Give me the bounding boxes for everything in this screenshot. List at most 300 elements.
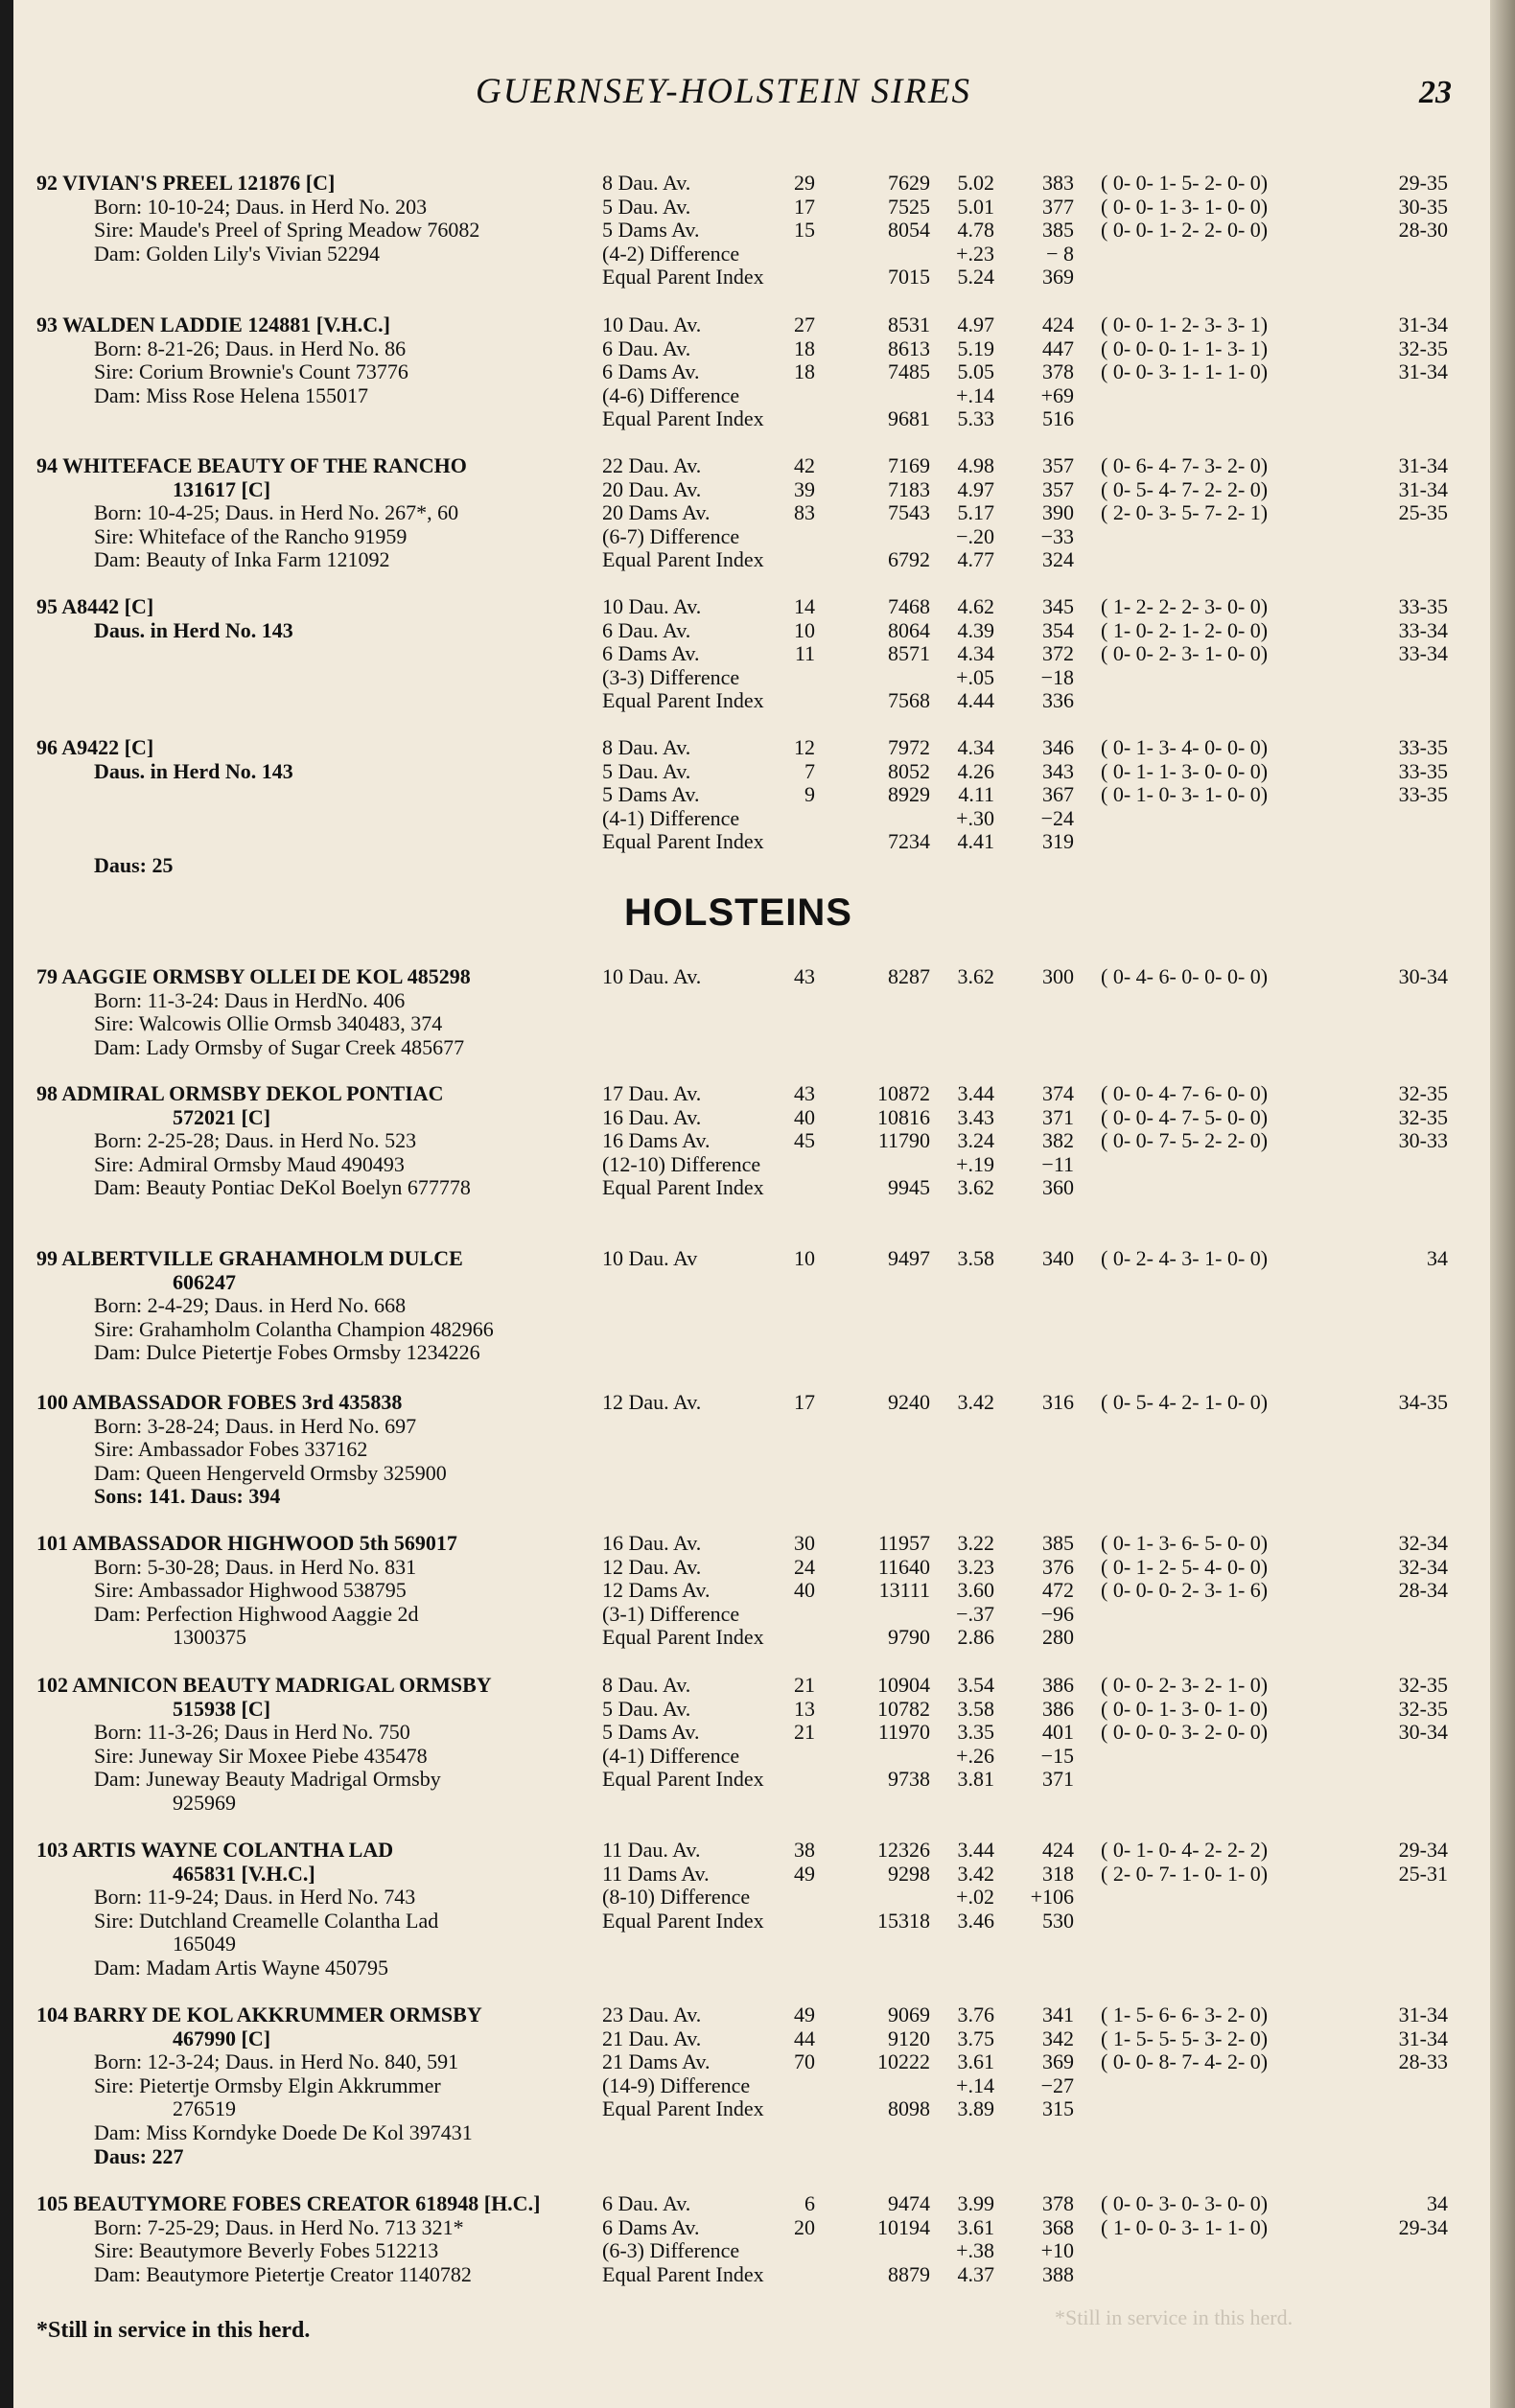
milk-lbs: 9790 — [888, 1625, 930, 1650]
milk-lbs: 7543 — [888, 500, 930, 525]
stat-row — [0, 1246, 1496, 1270]
years: 34 — [1427, 2191, 1448, 2215]
sire-name: 100 AMBASSADOR FOBES 3rd 435838 — [36, 1390, 403, 1414]
row-label: 5 Dams Av. — [602, 218, 700, 243]
stat-row — [0, 1720, 1496, 1744]
fat-test: 3.35 — [957, 1720, 994, 1745]
record-count: 70 — [794, 2049, 815, 2074]
row-label: Equal Parent Index — [602, 829, 764, 854]
sire-detail: Dam: Dulce Pietertje Fobes Ormsby 1234226 — [94, 1340, 480, 1365]
milk-lbs: 8613 — [888, 336, 930, 360]
record-count: 18 — [794, 336, 815, 360]
distribution: ( 0- 0- 1- 2- 3- 3- 1) — [1101, 313, 1269, 336]
years: 33-35 — [1398, 735, 1448, 759]
milk-lbs: 8052 — [888, 758, 930, 783]
fat-lbs: 315 — [1042, 2096, 1074, 2121]
distribution: ( 0- 0- 1- 2- 2- 0- 0) — [1101, 218, 1269, 243]
distribution: ( 0- 0- 1- 3- 1- 0- 0) — [1101, 194, 1269, 219]
record-count: 14 — [794, 594, 815, 618]
stat-row — [0, 500, 1496, 524]
fat-lbs: 369 — [1042, 2049, 1074, 2074]
milk-lbs: 8064 — [888, 617, 930, 642]
row-label: 5 Dau. Av. — [602, 1696, 691, 1721]
fat-lbs: 340 — [1042, 1246, 1074, 1270]
milk-lbs: 12326 — [877, 1838, 930, 1862]
record-count: 17 — [794, 194, 815, 219]
stat-row — [0, 313, 1496, 336]
sire-detail: Born: 5-30-28; Daus. in Herd No. 831 — [94, 1554, 417, 1579]
fat-test: 3.42 — [957, 1390, 994, 1414]
distribution: ( 2- 0- 3- 5- 7- 2- 1) — [1101, 500, 1269, 525]
sire-name: 103 ARTIS WAYNE COLANTHA LAD — [36, 1838, 394, 1862]
stat-row — [0, 1531, 1496, 1555]
fat-lbs: 372 — [1042, 641, 1074, 666]
years: 30-34 — [1398, 1720, 1448, 1745]
fat-test: 4.78 — [957, 218, 994, 243]
sire-name: 131617 [C] — [173, 476, 271, 501]
fat-lbs: 371 — [1042, 1767, 1074, 1792]
fat-lbs: 318 — [1042, 1861, 1074, 1886]
milk-lbs: 10816 — [877, 1104, 930, 1129]
sire-detail: 1300375 — [173, 1625, 246, 1650]
distribution: ( 1- 5- 6- 6- 3- 2- 0) — [1101, 2003, 1269, 2026]
sire-detail: Sire: Dutchland Creamelle Colantha Lad — [94, 1908, 439, 1933]
row-label: 6 Dau. Av. — [602, 336, 691, 360]
sire-detail: Sire: Ambassador Fobes 337162 — [94, 1437, 368, 1462]
stat-row — [0, 594, 1496, 618]
fat-test: 4.97 — [957, 476, 994, 501]
stat-row — [0, 1578, 1496, 1602]
years: 33-34 — [1398, 641, 1448, 666]
fat-test: 5.01 — [957, 194, 994, 219]
years: 31-34 — [1398, 359, 1448, 384]
distribution: ( 0- 0- 1- 5- 2- 0- 0) — [1101, 171, 1269, 195]
stat-row — [0, 735, 1496, 759]
sire-detail: Daus. in Herd No. 143 — [94, 617, 293, 642]
row-label: 12 Dau. Av. — [602, 1554, 702, 1579]
section-heading-holsteins: HOLSTEINS — [624, 891, 852, 934]
record-count: 43 — [794, 964, 815, 988]
stat-row — [0, 806, 1496, 830]
fat-lbs: −24 — [1040, 805, 1074, 830]
row-label: 21 Dau. Av. — [602, 2026, 702, 2050]
row-label: 17 Dau. Av. — [602, 1081, 702, 1105]
sire-detail: Sire: Maude's Preel of Spring Meadow 76082 — [94, 218, 480, 243]
sire-detail: Born: 2-25-28; Daus. in Herd No. 523 — [94, 1128, 417, 1153]
fat-test: 5.02 — [957, 171, 994, 195]
years: 32-34 — [1398, 1531, 1448, 1555]
row-label: 22 Dau. Av. — [602, 453, 702, 477]
fat-lbs: 343 — [1042, 758, 1074, 783]
fat-lbs: +69 — [1040, 382, 1074, 407]
fat-test: +.14 — [956, 382, 994, 407]
stat-row — [0, 547, 1496, 571]
stat-row — [0, 964, 1496, 988]
milk-lbs: 11790 — [877, 1128, 930, 1153]
fat-test: 3.99 — [957, 2191, 994, 2215]
fat-lbs: 374 — [1042, 1081, 1074, 1105]
fat-lbs: −96 — [1040, 1601, 1074, 1626]
fat-lbs: − 8 — [1046, 241, 1074, 266]
sire-detail: Sire: Pietertje Ormsby Elgin Akkrummer — [94, 2072, 441, 2097]
sire-detail: Born: 2-4-29; Daus. in Herd No. 668 — [94, 1293, 407, 1318]
fat-test: +.14 — [956, 2072, 994, 2097]
milk-lbs: 10782 — [877, 1696, 930, 1721]
record-count: 39 — [794, 476, 815, 501]
row-label: Equal Parent Index — [602, 688, 764, 713]
stat-row — [0, 1625, 1496, 1649]
sire-detail: Dam: Golden Lily's Vivian 52294 — [94, 241, 380, 266]
sire-name: 606247 — [173, 1269, 236, 1294]
milk-lbs: 8879 — [888, 2261, 930, 2286]
sire-detail: Dam: Juneway Beauty Madrigal Ormsby — [94, 1767, 441, 1792]
row-label: 6 Dams Av. — [602, 641, 700, 666]
sire-detail: Dam: Miss Korndyke Doede De Kol 397431 — [94, 2120, 473, 2144]
stat-row — [0, 383, 1496, 407]
sire-detail: Born: 11-3-26; Daus in Herd No. 750 — [94, 1720, 410, 1745]
stat-row — [0, 1081, 1496, 1105]
milk-lbs: 11640 — [877, 1554, 930, 1579]
milk-lbs: 15318 — [877, 1908, 930, 1933]
sire-name: 467990 [C] — [173, 2026, 271, 2050]
sire-name: 104 BARRY DE KOL AKKRUMMER ORMSBY — [36, 2003, 482, 2026]
stat-row — [0, 477, 1496, 501]
stat-row — [0, 2215, 1496, 2239]
fat-test: 3.61 — [957, 2214, 994, 2239]
distribution: ( 0- 0- 0- 2- 3- 1- 6) — [1101, 1578, 1269, 1603]
sire-name: 99 ALBERTVILLE GRAHAMHOLM DULCE — [36, 1246, 463, 1270]
milk-lbs: 6792 — [888, 547, 930, 572]
fat-test: +.30 — [956, 805, 994, 830]
record-count: 10 — [794, 617, 815, 642]
distribution: ( 2- 0- 7- 1- 0- 1- 0) — [1101, 1861, 1269, 1886]
row-label: Equal Parent Index — [602, 2261, 764, 2286]
milk-lbs: 8531 — [888, 313, 930, 336]
distribution: ( 0- 1- 2- 5- 4- 0- 0) — [1101, 1554, 1269, 1579]
row-label: 16 Dau. Av. — [602, 1531, 702, 1555]
fat-lbs: 472 — [1042, 1578, 1074, 1603]
row-label: 5 Dams Av. — [602, 782, 700, 807]
row-label: Equal Parent Index — [602, 547, 764, 572]
record-count: 10 — [794, 1246, 815, 1270]
fat-test: 3.76 — [957, 2003, 994, 2026]
fat-test: 3.89 — [957, 2096, 994, 2121]
milk-lbs: 11957 — [877, 1531, 930, 1555]
distribution: ( 0- 1- 3- 6- 5- 0- 0) — [1101, 1531, 1269, 1555]
fat-test: 4.26 — [957, 758, 994, 783]
record-count: 42 — [794, 453, 815, 477]
sire-detail: Dam: Beautymore Pietertje Creator 1140782 — [94, 2261, 472, 2286]
milk-lbs: 13111 — [878, 1578, 930, 1603]
fat-lbs: 341 — [1042, 2003, 1074, 2026]
distribution: ( 1- 2- 2- 2- 3- 0- 0) — [1101, 594, 1269, 618]
years: 29-34 — [1398, 1838, 1448, 1862]
years: 28-34 — [1398, 1578, 1448, 1603]
fat-test: 3.44 — [957, 1081, 994, 1105]
stat-row — [0, 641, 1496, 665]
sire-detail: Sire: Corium Brownie's Count 73776 — [94, 359, 408, 384]
milk-lbs: 8929 — [888, 782, 930, 807]
distribution: ( 0- 1- 3- 4- 0- 0- 0) — [1101, 735, 1269, 759]
sire-detail: Born: 12-3-24; Daus. in Herd No. 840, 591 — [94, 2049, 459, 2074]
sire-name: 92 VIVIAN'S PREEL 121876 [C] — [36, 171, 336, 195]
fat-test: 3.44 — [957, 1838, 994, 1862]
years: 34 — [1427, 1246, 1448, 1270]
record-count: 40 — [794, 1578, 815, 1603]
distribution: ( 1- 0- 0- 3- 1- 1- 0) — [1101, 2214, 1269, 2239]
fat-test: 4.77 — [957, 547, 994, 572]
years: 32-35 — [1398, 1081, 1448, 1105]
stat-row — [0, 2026, 1496, 2050]
sire-name: 105 BEAUTYMORE FOBES CREATOR 618948 [H.C.] — [36, 2191, 541, 2215]
row-label: (3-3) Difference — [602, 664, 740, 689]
row-label: Equal Parent Index — [602, 2096, 764, 2121]
sire-detail: 925969 — [173, 1791, 236, 1815]
fat-test: 4.98 — [957, 453, 994, 477]
milk-lbs: 7468 — [888, 594, 930, 618]
fat-test: 4.39 — [957, 617, 994, 642]
years: 30-35 — [1398, 194, 1448, 219]
distribution: ( 0- 1- 0- 3- 1- 0- 0) — [1101, 782, 1269, 807]
stat-row — [0, 406, 1496, 430]
fat-lbs: −27 — [1040, 2072, 1074, 2097]
stat-row — [0, 524, 1496, 548]
milk-lbs: 8054 — [888, 218, 930, 243]
fat-test: 3.58 — [957, 1696, 994, 1721]
milk-lbs: 9298 — [888, 1861, 930, 1886]
row-label: (4-2) Difference — [602, 241, 740, 266]
milk-lbs: 9681 — [888, 406, 930, 431]
row-label: (4-6) Difference — [602, 382, 740, 407]
record-count: 29 — [794, 171, 815, 195]
page-title: GUERNSEY-HOLSTEIN SIRES — [476, 72, 972, 111]
fat-lbs: −33 — [1040, 523, 1074, 548]
years: 32-34 — [1398, 1554, 1448, 1579]
fat-test: 5.33 — [957, 406, 994, 431]
fat-test: 4.34 — [957, 641, 994, 666]
sire-name: 94 WHITEFACE BEAUTY OF THE RANCHO — [36, 453, 467, 477]
milk-lbs: 8571 — [888, 641, 930, 666]
sire-name: 101 AMBASSADOR HIGHWOOD 5th 569017 — [36, 1531, 457, 1555]
distribution: ( 0- 0- 1- 3- 0- 1- 0) — [1101, 1696, 1269, 1721]
sire-detail: Born: 7-25-29; Daus. in Herd No. 713 321* — [94, 2214, 464, 2239]
row-label: Equal Parent Index — [602, 1767, 764, 1792]
fat-test: +.38 — [956, 2238, 994, 2263]
sire-detail: Sire: Walcowis Ollie Ormsb 340483, 374 — [94, 1011, 443, 1036]
stat-row — [0, 242, 1496, 266]
distribution: ( 0- 0- 4- 7- 6- 0- 0) — [1101, 1081, 1269, 1105]
distribution: ( 1- 5- 5- 5- 3- 2- 0) — [1101, 2026, 1269, 2050]
row-label: 10 Dau. Av — [602, 1246, 698, 1270]
page-number: 23 — [1419, 75, 1452, 110]
stat-row — [0, 1152, 1496, 1176]
sire-detail: Born: 3-28-24; Daus. in Herd No. 697 — [94, 1413, 417, 1438]
sire-detail: Born: 11-9-24; Daus. in Herd No. 743 — [94, 1885, 416, 1910]
record-count: 21 — [794, 1673, 815, 1697]
row-label: 20 Dau. Av. — [602, 476, 702, 501]
distribution: ( 0- 0- 3- 1- 1- 1- 0) — [1101, 359, 1269, 384]
fat-test: 5.19 — [957, 336, 994, 360]
stat-row — [0, 453, 1496, 477]
record-count: 13 — [794, 1696, 815, 1721]
fat-lbs: 354 — [1042, 617, 1074, 642]
milk-lbs: 11970 — [877, 1720, 930, 1745]
sire-detail: Sire: Juneway Sir Moxee Piebe 435478 — [94, 1743, 428, 1768]
stat-row — [0, 1767, 1496, 1791]
page-header — [0, 71, 1477, 119]
fat-lbs: 378 — [1042, 2191, 1074, 2215]
milk-lbs: 10872 — [877, 1081, 930, 1105]
years: 32-35 — [1398, 336, 1448, 360]
row-label: 16 Dau. Av. — [602, 1104, 702, 1129]
milk-lbs: 7234 — [888, 829, 930, 854]
sire-detail: Dam: Beauty of Inka Farm 121092 — [94, 547, 390, 572]
fat-test: +.02 — [956, 1885, 994, 1910]
fat-lbs: 376 — [1042, 1554, 1074, 1579]
row-label: 10 Dau. Av. — [602, 594, 702, 618]
sire-name: 93 WALDEN LADDIE 124881 [V.H.C.] — [36, 313, 390, 336]
distribution: ( 0- 2- 4- 3- 1- 0- 0) — [1101, 1246, 1269, 1270]
distribution: ( 1- 0- 2- 1- 2- 0- 0) — [1101, 617, 1269, 642]
record-count: 30 — [794, 1531, 815, 1555]
years: 33-34 — [1398, 617, 1448, 642]
fat-lbs: 424 — [1042, 313, 1074, 336]
distribution: ( 0- 5- 4- 2- 1- 0- 0) — [1101, 1390, 1269, 1414]
record-count: 11 — [794, 641, 815, 666]
row-label: (12-10) Difference — [602, 1151, 761, 1176]
distribution: ( 0- 0- 2- 3- 2- 1- 0) — [1101, 1673, 1269, 1697]
distribution: ( 0- 0- 0- 1- 1- 3- 1) — [1101, 336, 1269, 360]
fat-test: 4.41 — [957, 829, 994, 854]
distribution: ( 0- 0- 4- 7- 5- 0- 0) — [1101, 1104, 1269, 1129]
fat-lbs: −11 — [1041, 1151, 1074, 1176]
fat-test: 4.37 — [957, 2261, 994, 2286]
fat-lbs: 388 — [1042, 2261, 1074, 2286]
row-label: 6 Dau. Av. — [602, 617, 691, 642]
fat-test: 4.34 — [957, 735, 994, 759]
stat-row — [0, 2049, 1496, 2073]
stat-row — [0, 618, 1496, 642]
stat-row — [0, 1555, 1496, 1579]
fat-test: 4.11 — [958, 782, 994, 807]
milk-lbs: 9945 — [888, 1175, 930, 1200]
sire-detail: Sons: 141. Daus: 394 — [94, 1484, 281, 1509]
fat-lbs: 369 — [1042, 265, 1074, 289]
fat-lbs: 300 — [1042, 964, 1074, 988]
fat-lbs: 386 — [1042, 1696, 1074, 1721]
fat-lbs: 345 — [1042, 594, 1074, 618]
row-label: Equal Parent Index — [602, 406, 764, 431]
fat-test: +.26 — [956, 1743, 994, 1768]
years: 33-35 — [1398, 758, 1448, 783]
sire-detail: Dam: Miss Rose Helena 155017 — [94, 382, 368, 407]
sire-detail: Sire: Whiteface of the Rancho 91959 — [94, 523, 408, 548]
fat-lbs: 385 — [1042, 218, 1074, 243]
distribution: ( 0- 1- 0- 4- 2- 2- 2) — [1101, 1838, 1269, 1862]
stat-row — [0, 1862, 1496, 1886]
footnote: *Still in service in this herd. — [36, 2318, 311, 2343]
fat-lbs: +106 — [1030, 1885, 1074, 1910]
row-label: 21 Dams Av. — [602, 2049, 711, 2074]
row-label: (6-7) Difference — [602, 523, 740, 548]
sire-name: 98 ADMIRAL ORMSBY DEKOL PONTIAC — [36, 1081, 444, 1105]
fat-lbs: 383 — [1042, 171, 1074, 195]
row-label: 6 Dau. Av. — [602, 2191, 691, 2215]
stat-row — [0, 2191, 1496, 2215]
stat-row — [0, 1744, 1496, 1768]
sire-name: 572021 [C] — [173, 1104, 271, 1129]
milk-lbs: 7629 — [888, 171, 930, 195]
fat-test: +.23 — [956, 241, 994, 266]
sire-name: 96 A9422 [C] — [36, 735, 154, 759]
stat-row — [0, 2096, 1496, 2120]
row-label: (4-1) Difference — [602, 805, 740, 830]
years: 32-35 — [1398, 1696, 1448, 1721]
sire-name: 515938 [C] — [173, 1696, 271, 1721]
milk-lbs: 10194 — [877, 2214, 930, 2239]
sire-detail: Born: 8-21-26; Daus. in Herd No. 86 — [94, 336, 407, 360]
record-count: 7 — [804, 758, 815, 783]
years: 31-34 — [1398, 476, 1448, 501]
record-count: 83 — [794, 500, 815, 525]
milk-lbs: 9497 — [888, 1246, 930, 1270]
milk-lbs: 9738 — [888, 1767, 930, 1792]
milk-lbs: 7972 — [888, 735, 930, 759]
distribution: ( 0- 1- 1- 3- 0- 0- 0) — [1101, 758, 1269, 783]
sire-detail: Born: 10-4-25; Daus. in Herd No. 267*, 60 — [94, 500, 459, 525]
record-count: 6 — [804, 2191, 815, 2215]
fat-test: 3.43 — [957, 1104, 994, 1129]
years: 28-33 — [1398, 2049, 1448, 2074]
distribution: ( 0- 6- 4- 7- 3- 2- 0) — [1101, 453, 1269, 477]
stat-row — [0, 665, 1496, 689]
sire-detail: Dam: Queen Hengerveld Ormsby 325900 — [94, 1460, 447, 1485]
fat-lbs: 378 — [1042, 359, 1074, 384]
row-label: 8 Dau. Av. — [602, 735, 691, 759]
fat-test: 4.97 — [957, 313, 994, 336]
row-label: (14-9) Difference — [602, 2072, 751, 2097]
fat-lbs: 342 — [1042, 2026, 1074, 2050]
fat-test: 5.05 — [957, 359, 994, 384]
fat-lbs: 280 — [1042, 1625, 1074, 1650]
years: 32-35 — [1398, 1104, 1448, 1129]
fat-test: 3.46 — [957, 1908, 994, 1933]
fat-test: 3.23 — [957, 1554, 994, 1579]
record-count: 20 — [794, 2214, 815, 2239]
sire-detail: Dam: Lady Ormsby of Sugar Creek 485677 — [94, 1034, 465, 1059]
fat-test: 3.62 — [957, 964, 994, 988]
fat-lbs: 316 — [1042, 1390, 1074, 1414]
record-count: 43 — [794, 1081, 815, 1105]
row-label: 8 Dau. Av. — [602, 1673, 691, 1697]
row-label: 5 Dau. Av. — [602, 758, 691, 783]
stat-row — [0, 829, 1496, 853]
row-label: 5 Dau. Av. — [602, 194, 691, 219]
row-label: Equal Parent Index — [602, 1625, 764, 1650]
years: 31-34 — [1398, 453, 1448, 477]
fat-lbs: −18 — [1040, 664, 1074, 689]
record-count: 40 — [794, 1104, 815, 1129]
milk-lbs: 10222 — [877, 2049, 930, 2074]
row-label: 20 Dams Av. — [602, 500, 711, 525]
record-count: 45 — [794, 1128, 815, 1153]
fat-lbs: 324 — [1042, 547, 1074, 572]
distribution: ( 0- 4- 6- 0- 0- 0- 0) — [1101, 964, 1269, 988]
record-count: 24 — [794, 1554, 815, 1579]
row-label: 12 Dams Av. — [602, 1578, 711, 1603]
fat-test: 3.61 — [957, 2049, 994, 2074]
distribution: ( 0- 0- 7- 5- 2- 2- 0) — [1101, 1128, 1269, 1153]
